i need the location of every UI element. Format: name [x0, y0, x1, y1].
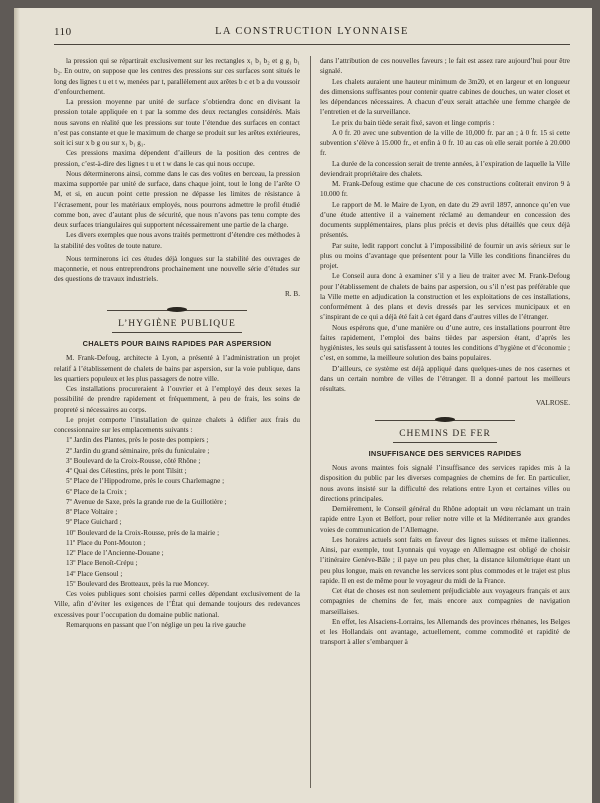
- paragraph: La durée de la concession serait de trente années, à l’expiration de laquelle la Ville deviendrait propriétaire des chalets.: [320, 159, 570, 178]
- paragraph: Les horaires actuels sont faits en faveur des lignes suisses et même italiennes. Ainsi, par exemple, tout Lyonnais qui voyage en Allemagne est obligé de choisir l’itinéraire Genève-Bâle ; il paye un peu plus cher, la distance kilométrique étant un peu plus longue, mais en revanche les services sont plus commodes et le trajet est plus rapide. Il en est de même pour le voyageur du midi de la France.: [320, 535, 570, 585]
- paragraph: En effet, les Alsaciens-Lorrains, les Allemands des provinces rhénanes, les Belges et les Hollandais ont avantage, actuellement, comme commodité et rapidité de transport à aller s’embarquer à: [320, 617, 570, 647]
- article-subheading: CHALETS POUR BAINS RAPIDES PAR ASPERSION: [82, 339, 272, 348]
- list-item: 5º Place de l’Hippodrome, près le cours Charlemagne ;: [66, 477, 225, 486]
- paragraph: Par suite, ledit rapport conclut à l’impossibilité de fournir un avis sérieux sur le plus ou moins d’avantage que présentent pour la Ville les conditions financières du projet.: [320, 241, 570, 270]
- list-item: 15º Boulevard des Brotteaux, près la rue Moncey.: [66, 579, 209, 588]
- list-item: 3º Boulevard de la Croix-Rousse, côté Rhône ;: [66, 456, 201, 465]
- page-gutter-shadow: [14, 8, 20, 803]
- list-item: 7º Avenue de Saxe, près la grande rue de la Guillotière ;: [66, 497, 227, 506]
- list-item: 10º Boulevard de la Croix-Rousse, près de la mairie ;: [66, 528, 220, 537]
- section-heading: [320, 429, 570, 443]
- paragraph: Ces voies publiques sont choisies parmi celles dépendant exclusivement de la Ville, afin d’éviter les exigences de l’État qui demande toujours des redevances excessives pour l’occupation du domaine public national.: [54, 590, 300, 619]
- running-title: LA CONSTRUCTION LYONNAISE: [215, 26, 409, 37]
- list-item: 6º Place de la Croix ;: [66, 487, 127, 496]
- left-column: [54, 56, 300, 630]
- paragraph: Le projet comporte l’installation de quinze chalets à édifier aux frais du concessionnaire sur les emplacements suivants :: [54, 415, 300, 434]
- list-item: 1º Jardin des Plantes, près le poste des pompiers ;: [66, 436, 209, 445]
- paragraph: Dernièrement, le Conseil général du Rhône adoptait un vœu réclamant un train rapide entre Lyon et Belfort, pour relier notre ville et la Méditerranée aux grandes voies de communication de l’Allemagne.: [320, 505, 570, 534]
- section-title: CHEMINS DE FER: [393, 429, 497, 443]
- section-ornament: [107, 307, 247, 313]
- list-item: 12º Place de l’Ancienne-Douane ;: [66, 549, 164, 557]
- paragraph: M. Frank-Defoug estime que chacune de ces constructions coûterait environ 9 à 10.000 fr.: [320, 180, 570, 199]
- ornament-center: [435, 417, 455, 422]
- page-number: 110: [54, 26, 72, 38]
- paragraph: Cet état de choses est non seulement préjudiciable aux voyageurs français et aux compagnies de chemins de fer, mais encore aux compagnies de navigation marseillaises.: [320, 587, 570, 616]
- section-title: L’HYGIÈNE PUBLIQUE: [112, 319, 242, 333]
- section-heading: [54, 319, 300, 333]
- header-rule: [54, 44, 570, 45]
- page-header: [54, 26, 570, 42]
- ornament-center: [167, 307, 187, 312]
- column-divider: [310, 56, 311, 788]
- paragraph: La pression moyenne par unité de surface s’obtiendra donc en divisant la pression totale appliquée en t par la somme des deux rectangles considérés. Mais nous savons en réalité que les pressions sur toute l’étendue des surfaces en contact n’est pas constante et que le maximum de charge se produit sur les arêtes extérieures, soit ici sur x b g ou sur x₁ b₁ g₁.: [54, 98, 300, 147]
- article-signature: VALROSE.: [535, 399, 570, 408]
- paragraph: Les chalets auraient une hauteur minimum de 3m20, et en largeur et en longueur des dimensions suffisantes pour contenir quatre cabines de douches, un water closet et les dépendances nécessaires. A chacun d’eux serait attachée une femme chargée de l’entretien et de la surveillance.: [320, 77, 570, 117]
- list-item: 9º Place Guichard ;: [66, 518, 122, 527]
- paragraph: Les divers exemples que nous avons traités permettront d’étendre ces méthodes à la stabilité des voûtes de toute nature.: [54, 231, 300, 250]
- journal-page: [14, 8, 592, 803]
- paragraph: D’ailleurs, ce système est déjà appliqué dans quelques-unes de nos casernes et dans un certain nombre de villes de l’étranger. Il a donné partout les meilleurs résultats.: [320, 364, 570, 393]
- paragraph: Nous avons maintes fois signalé l’insuffisance des services rapides mis à la disposition du public par les diverses compagnies de chemins de fer. En particulier, nous avons insisté sur la difficulté des relations entre Lyon et certaines villes ou directions principales.: [320, 464, 570, 503]
- paragraph: Remarquons en passant que l’on néglige un peu la rive gauche: [66, 620, 246, 629]
- paragraph: Le prix du bain tiède serait fixé, savon et linge compris :: [332, 118, 495, 127]
- paragraph: Ces installations procureraient à l’ouvrier et à l’employé des deux sexes la possibilité de prendre rapidement et fréquemment, à peu de frais, les soins de propreté si nécessaires au corps.: [54, 385, 300, 414]
- list-item: 2º Jardin du grand séminaire, près du funiculaire ;: [66, 446, 210, 455]
- paragraph: Nous terminerons ici ces études déjà longues sur la stabilité des ouvrages de maçonnerie, et nous entreprendrons prochainement une nouvelle série d’études sur des questions de travaux industriels.: [54, 254, 300, 284]
- list-item: 4º Quai des Célestins, près le pont Tilsitt ;: [66, 467, 187, 475]
- right-column: [320, 56, 570, 648]
- paragraph: Ces pressions maxima dépendent d’ailleurs de la position des centres de pression, c’est-à-dire des lignes t u et t w dans le cas qui nous occupe.: [54, 149, 300, 168]
- paragraph: Le Conseil aura donc à examiner s’il y a lieu de traiter avec M. Frank-Defoug pour l’établissement de chalets de bains par aspersion, ou s’il n’est pas préférable que la Ville mette en adjudication la construction et les exploitations de ces installations, conformément à des plans et devis dressés par les services municipaux et en s’inspirant de ce qui a déjà été fait à cet égard dans d’autres villes de l’étranger.: [320, 272, 570, 322]
- list-item: 14º Place Gensoul ;: [66, 569, 123, 578]
- list-item: 8º Place Voltaire ;: [66, 508, 118, 516]
- paragraph: Nous déterminerons ainsi, comme dans le cas des voûtes en berceau, la pression maxima supportée par unité de surface, dans chaque joint, tout le long de l’arête O M, et si, en aucun point cette pression ne dépasse les limites de résistance à l’écrasement, pour les matériaux employés, nous pourrons admettre le profil étudié comme bon, avec d’autant plus de sécurité, que nous n’avons pas tenu compte des deux surfaces triangulaires qui supportent nécessairement une partie de la charge.: [54, 169, 300, 229]
- paragraph: Nous espérons que, d’une manière ou d’une autre, ces installations pourront être faites rapidement, l’emploi des bains tièdes par aspersion étant, d’après les hygiénistes, les seuls qui satisfassent à toutes les conditions d’hygiène et d’économie ; c’est, en somme, la meilleure solution des bains populaires.: [320, 323, 570, 363]
- paragraph: A 0 fr. 20 avec une subvention de la ville de 10,000 fr. par an ; à 0 fr. 15 si cette subvention s’élève à 15.000 fr., et enfin à 0 fr. 10 au cas où elle serait portée à 20.000 fr.: [320, 128, 570, 158]
- paragraph: Le rapport de M. le Maire de Lyon, en date du 29 avril 1897, annonce qu’en vue d’une étude attentive il a vainement réclamé au demandeur en concession des documents supplémentaires, plans plus précis et devis plus détaillés que ceux déjà présentés.: [320, 200, 570, 240]
- section-ornament: [375, 417, 515, 423]
- article-signature: R. B.: [285, 289, 300, 298]
- paragraph: dans l’attribution de ces nouvelles faveurs ; le fait est assez rare aujourd’hui pour être signalé.: [320, 57, 570, 76]
- paragraph: M. Frank-Defoug, architecte à Lyon, a présenté à l’administration un projet relatif à l’établissement de chalets de bains par aspersion, sur la voie publique, dans les quartiers populeux et les plus passagers de notre ville.: [54, 354, 300, 383]
- article-subheading: INSUFFISANCE DES SERVICES RAPIDES: [368, 448, 522, 458]
- list-item: 11º Place du Pont-Mouton ;: [66, 538, 146, 547]
- paragraph: la pression qui se répartirait exclusivement sur les rectangles x₁ b₁ b₂ et g g₁ b₁ b₂. En outre, on suppose que les centres des pressions sur ces surfaces sont situés le long des lignes t u et t w, menées par t, parallèlement aux arêtes b c et b a du voussoir d’enfourchement.: [54, 57, 300, 96]
- list-item: 13º Place Benoît-Crépu ;: [66, 559, 138, 568]
